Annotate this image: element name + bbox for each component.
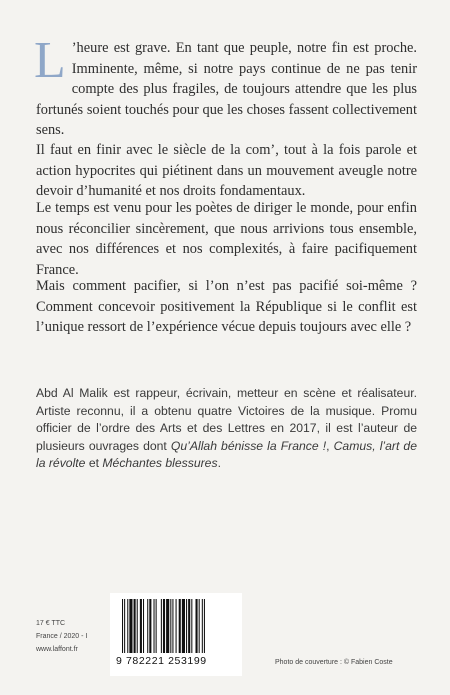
barcode-bar xyxy=(191,599,192,653)
barcode-bar xyxy=(161,599,162,653)
barcode-bar xyxy=(179,599,181,653)
book-title-1: Qu’Allah bénisse la France ! xyxy=(170,438,327,453)
bio-text: Abd Al Malik est rappeur, écrivain, metteur en scène et réalisateur. Artiste reconnu, il a obtenu quatre Victoires de la musique. Promu officier de l’ordre des Arts et des Lettres en 2017, il est l’auteur de plusieurs ouvrages dont xyxy=(36,386,417,453)
barcode-bar xyxy=(188,599,190,653)
barcode-bar xyxy=(149,599,151,653)
barcode-bar xyxy=(172,599,173,653)
barcode-bar xyxy=(129,599,132,653)
bio-sep-2: et xyxy=(85,456,103,471)
barcode-bar xyxy=(204,599,205,653)
bio-end: . xyxy=(217,456,221,471)
drop-cap: L xyxy=(34,32,66,89)
barcode-bar xyxy=(156,599,157,653)
book-title-3: Méchantes blessures xyxy=(102,456,218,471)
paragraph-1 xyxy=(34,32,417,141)
paragraph-3: Le temps est venu pour les poètes de diriger le monde, pour enfin nous réconcilier sincèrement, que nous arrivions tous ensemble, avec nos différences et nos complexités, à faire pacifiquement France. xyxy=(36,200,417,278)
paragraph-1-text: ’heure est grave. En tant que peuple, notre fin est proche. Imminente, même, si notre pays continue de ne pas tenir compte des plus fragiles, de toujours attendre que les plus fortunés soient touchés pour que les choses fassent collectivement sens. xyxy=(36,40,417,138)
barcode-bar xyxy=(147,599,148,653)
barcode-bar xyxy=(140,599,142,653)
website-label: www.laffont.fr xyxy=(36,646,78,653)
barcode-bar xyxy=(196,599,198,653)
barcode-bar xyxy=(143,599,144,653)
barcode-bar xyxy=(127,599,128,653)
photo-credit: Photo de couverture : © Fabien Coste xyxy=(275,659,393,666)
bio-sep-1: , xyxy=(326,438,334,453)
barcode-bar xyxy=(124,599,125,653)
book-title-2: Camus, l’art de la révolte xyxy=(36,438,417,471)
barcode-bar xyxy=(154,599,155,653)
barcode xyxy=(110,593,242,676)
barcode-bar xyxy=(166,599,169,653)
barcode-bar xyxy=(134,599,136,653)
barcode-bars xyxy=(122,599,232,655)
price-label: 17 € TTC xyxy=(36,620,66,627)
barcode-bar xyxy=(182,599,185,653)
barcode-bar xyxy=(202,599,203,653)
paragraph-2: Il faut en finir avec le siècle de la com’, tout à la fois parole et action hypocrites qui piétinent dans un mouvement aveugle notre devoir d’humanité et nos droits fondamentaux. xyxy=(36,142,417,199)
barcode-bar xyxy=(163,599,165,653)
paragraph-4: Mais comment pacifier, si l’on n’est pas pacifié soi-même ? Comment concevoir positivement la République si le conflit est l’unique ressort de l’expérience vécue depuis toujours avec elle ? xyxy=(36,278,417,335)
barcode-bar xyxy=(137,599,138,653)
author-bio xyxy=(36,385,417,473)
barcode-bar xyxy=(199,599,200,653)
edition-label: France / 2020 - I xyxy=(36,633,88,640)
isbn-number: 9 782221 253199 xyxy=(116,655,207,667)
barcode-bar xyxy=(122,599,123,653)
barcode-bar xyxy=(176,599,177,653)
barcode-bar xyxy=(186,599,187,653)
back-cover-meta xyxy=(36,617,87,656)
barcode-bar xyxy=(170,599,171,653)
